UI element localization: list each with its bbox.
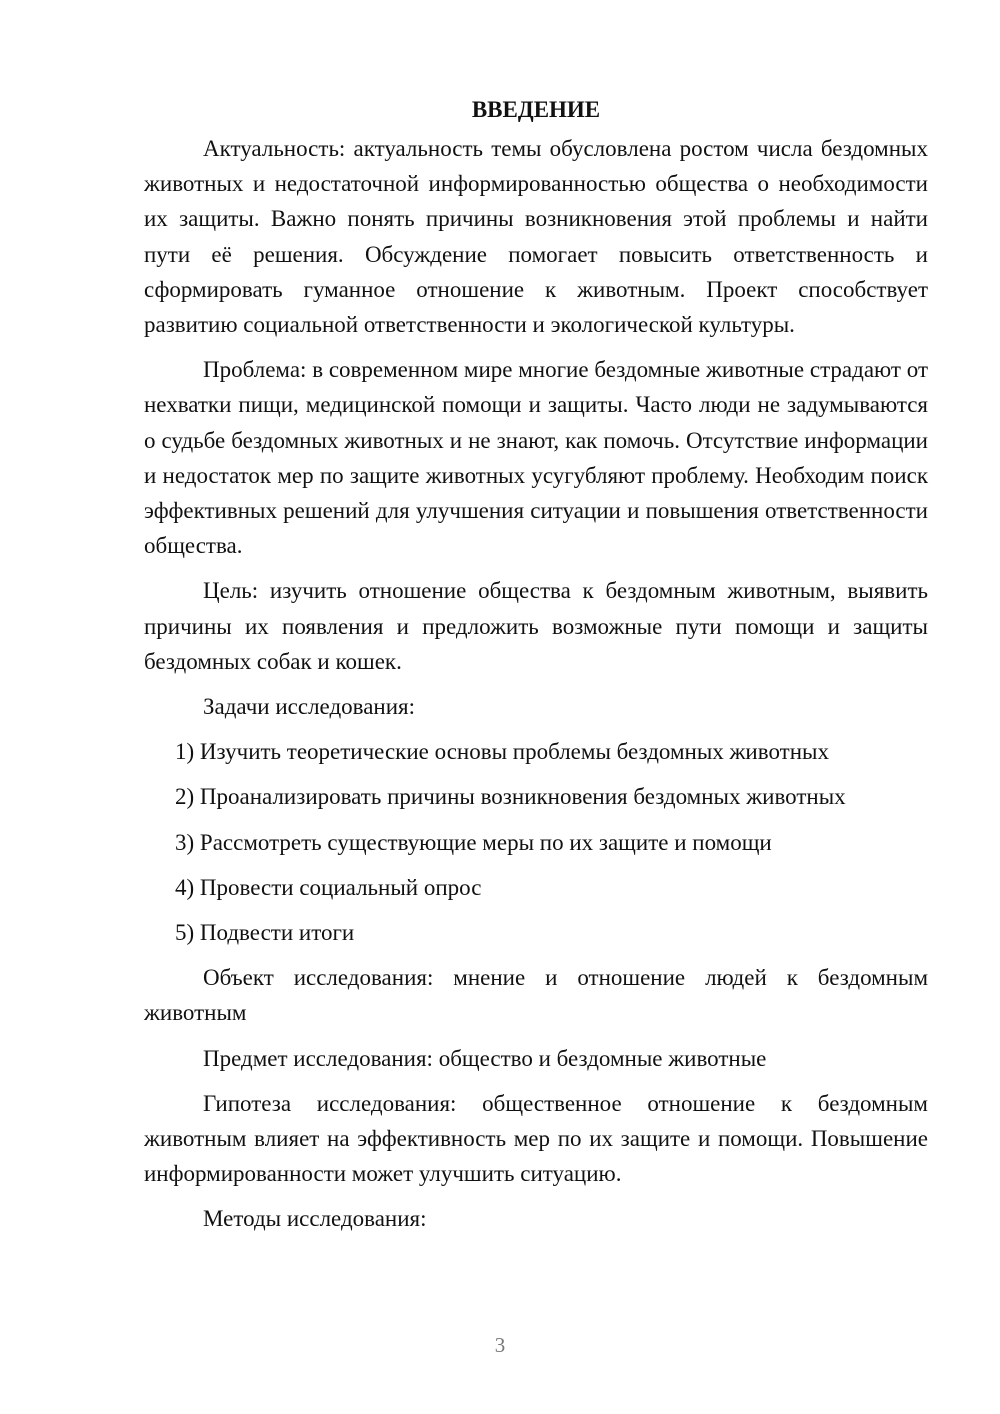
methods-title: Методы исследования: [203, 1206, 427, 1232]
problem-paragraph: Проблема: в современном мире многие бездомные животные страдают от нехватки пищи, медицинской помощи и защиты. Часто люди не задумываются о судьбе бездомных животных и не знают, как помочь. Отсутствие информации и недостаток мер по защите животных усугубляют проблему. Необходим поиск эффективных решений для улучшения ситуации и повышения ответственности общества. [144, 357, 928, 559]
list-item: 4) Провести социальный опрос [175, 874, 482, 900]
object-paragraph: Объект исследования: мнение и отношение людей к бездомным животным [144, 965, 928, 1026]
relevance-paragraph: Актуальность: актуальность темы обусловлена ростом числа бездомных животных и недостаточной информированностью общества о необходимости их защиты. Важно понять причины возникновения этой проблемы и найти пути её решения. Обсуждение помогает повысить ответственность и сформировать гуманное отношение к животным. Проект способствует развитию социальной ответственности и экологической культуры. [144, 136, 928, 338]
list-item: 2) Проанализировать причины возникновения бездомных животных [175, 784, 846, 810]
page-number: 3 [494, 1333, 506, 1357]
list-item: 5) Подвести итоги [175, 920, 355, 946]
tasks-list [144, 734, 928, 950]
tasks-title: Задачи исследования: [203, 694, 416, 720]
subject-paragraph: Предмет исследования: общество и бездомные животные [203, 1045, 767, 1071]
goal-paragraph: Цель: изучить отношение общества к бездомным животным, выявить причины их появления и предложить возможные пути помощи и защиты бездомных собак и кошек. [144, 578, 928, 674]
document-page [144, 92, 928, 1247]
list-item: 1) Изучить теоретические основы проблемы бездомных животных [175, 739, 829, 765]
hypothesis-paragraph: Гипотеза исследования: общественное отношение к бездомным животным влияет на эффективность мер по их защите и помощи. Повышение информированности может улучшить ситуацию. [144, 1090, 928, 1187]
list-item: 3) Рассмотреть существующие меры по их защите и помощи [175, 829, 772, 855]
page-title: ВВЕДЕНИЕ [471, 97, 601, 122]
